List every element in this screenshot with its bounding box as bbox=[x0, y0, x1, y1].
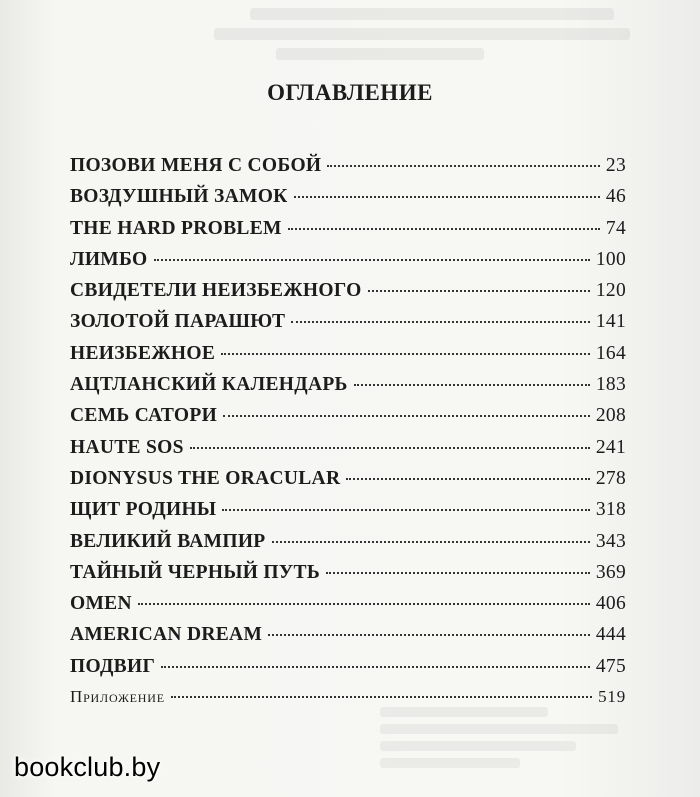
toc-entry-title: ТАЙНЫЙ ЧЕРНЫЙ ПУТЬ bbox=[70, 561, 321, 583]
toc-entry-title: ЛИМБО bbox=[70, 248, 148, 270]
toc-entry-page: 343 bbox=[595, 530, 626, 552]
dot-leader bbox=[223, 415, 590, 417]
toc-entry-page: 23 bbox=[605, 155, 626, 176]
dot-leader bbox=[161, 666, 590, 668]
toc-entry-title: OMEN bbox=[70, 593, 132, 615]
toc-entry-title: Приложение bbox=[70, 687, 165, 707]
toc-entry bbox=[70, 343, 626, 374]
toc-entry-page: 369 bbox=[595, 561, 626, 583]
show-through-text-top bbox=[120, 0, 640, 70]
toc-entry bbox=[70, 499, 626, 530]
table-of-contents bbox=[70, 155, 626, 718]
dot-leader bbox=[327, 165, 600, 167]
toc-entry-page: 46 bbox=[605, 186, 626, 208]
toc-entry-page: 318 bbox=[595, 499, 626, 521]
dot-leader bbox=[222, 509, 589, 511]
toc-entry-title: АЦТЛАНСКИЙ КАЛЕНДАРЬ bbox=[70, 374, 348, 396]
toc-entry bbox=[70, 186, 626, 217]
toc-entry-page: 406 bbox=[595, 593, 626, 615]
dot-leader bbox=[154, 259, 590, 261]
toc-entry bbox=[70, 437, 626, 468]
toc-entry-page: 444 bbox=[595, 624, 626, 646]
dot-leader bbox=[221, 353, 590, 355]
toc-entry bbox=[70, 624, 626, 655]
dot-leader bbox=[288, 228, 600, 230]
toc-entry bbox=[70, 155, 626, 186]
toc-entry bbox=[70, 249, 626, 280]
toc-entry bbox=[70, 531, 626, 562]
watermark: bookclub.by bbox=[14, 752, 161, 782]
toc-entry-title: ВЕЛИКИЙ ВАМПИР bbox=[70, 530, 266, 552]
dot-leader bbox=[291, 321, 590, 323]
toc-entry-page: 519 bbox=[598, 687, 626, 707]
toc-entry bbox=[70, 311, 626, 342]
toc-entry-title: НЕИЗБЕЖНОЕ bbox=[70, 342, 216, 364]
toc-entry-title: СЕМЬ САТОРИ bbox=[70, 405, 218, 427]
toc-entry-page: 208 bbox=[595, 405, 626, 427]
dot-leader bbox=[171, 696, 592, 698]
toc-entry-title: СВИДЕТЕЛИ НЕИЗБЕЖНОГО bbox=[70, 280, 362, 302]
toc-entry-title: ЩИТ РОДИНЫ bbox=[70, 499, 217, 521]
toc-entry-page: 120 bbox=[595, 280, 626, 302]
dot-leader bbox=[346, 478, 590, 480]
toc-entry-page: 100 bbox=[595, 248, 626, 270]
toc-entry bbox=[70, 656, 626, 687]
dot-leader bbox=[268, 634, 590, 636]
toc-entry-page: 278 bbox=[595, 467, 626, 489]
toc-entry bbox=[70, 593, 626, 624]
toc-entry-title: DIONYSUS THE ORACULAR bbox=[70, 467, 341, 489]
toc-entry-title: HAUTE SOS bbox=[70, 436, 184, 458]
toc-entry bbox=[70, 562, 626, 593]
dot-leader bbox=[368, 290, 590, 292]
toc-entry-title: ПОДВИГ bbox=[70, 655, 156, 677]
toc-entry-page: 183 bbox=[595, 374, 626, 396]
toc-entry-page: 74 bbox=[605, 217, 626, 239]
toc-entry-page: 241 bbox=[595, 436, 626, 458]
contents-heading: ОГЛАВЛЕНИЕ bbox=[267, 80, 433, 105]
toc-entry-title: ПОЗОВИ МЕНЯ С СОБОЙ bbox=[70, 155, 322, 176]
toc-entry-page: 475 bbox=[595, 655, 626, 677]
toc-entry-page: 141 bbox=[595, 311, 626, 333]
dot-leader bbox=[138, 603, 590, 605]
dot-leader bbox=[326, 572, 590, 574]
toc-entry bbox=[70, 280, 626, 311]
toc-entry bbox=[70, 218, 626, 249]
toc-entry bbox=[70, 687, 626, 718]
toc-entry-title: ВОЗДУШНЫЙ ЗАМОК bbox=[70, 186, 288, 208]
toc-entry bbox=[70, 468, 626, 499]
toc-entry-page: 164 bbox=[595, 342, 626, 364]
dot-leader bbox=[190, 447, 590, 449]
dot-leader bbox=[272, 541, 590, 543]
toc-entry-title: AMERICAN DREAM bbox=[70, 624, 263, 646]
toc-entry bbox=[70, 405, 626, 436]
toc-entry-title: THE HARD PROBLEM bbox=[70, 217, 282, 239]
dot-leader bbox=[294, 196, 600, 198]
dot-leader bbox=[354, 384, 590, 386]
toc-entry-title: ЗОЛОТОЙ ПАРАШЮТ bbox=[70, 311, 286, 333]
toc-entry bbox=[70, 374, 626, 405]
